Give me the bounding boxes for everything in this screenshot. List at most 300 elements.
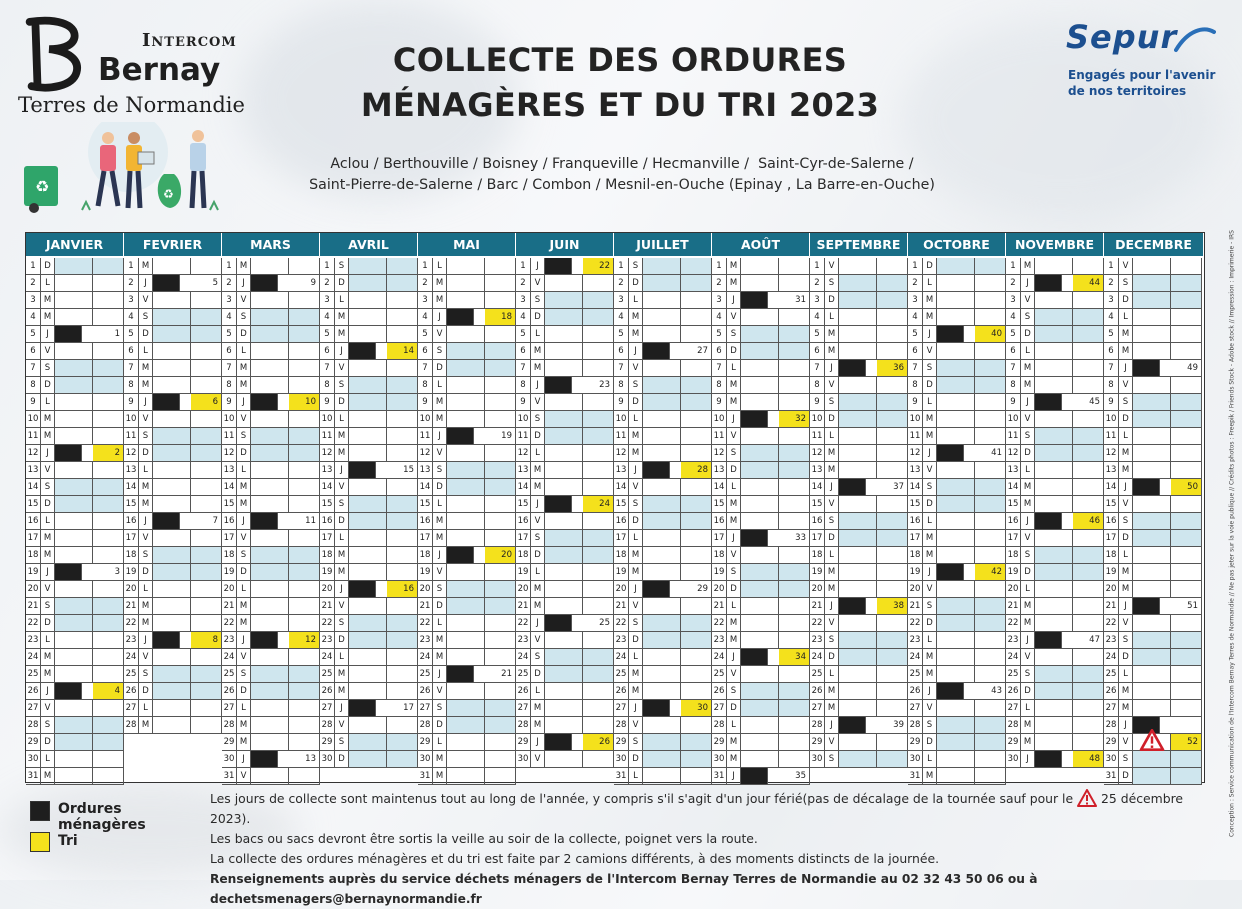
ordures-cell — [937, 717, 975, 733]
day-number: 30 — [418, 751, 433, 767]
weekday-letter: J — [237, 751, 251, 767]
warning-icon — [1077, 789, 1097, 807]
ordures-cell — [643, 411, 681, 427]
tri-cell — [485, 530, 516, 546]
tri-cell — [779, 258, 810, 274]
day-row — [320, 564, 418, 581]
weekday-letter: J — [237, 513, 251, 529]
tri-cell — [583, 615, 614, 631]
day-number: 27 — [320, 700, 335, 716]
month-octobre — [908, 233, 1006, 782]
ordures-cell — [741, 615, 779, 631]
day-row — [222, 445, 320, 462]
tri-cell — [1171, 496, 1202, 512]
day-number: 9 — [516, 394, 531, 410]
tri-cell — [877, 513, 908, 529]
weekday-letter: V — [139, 411, 153, 427]
tri-cell — [93, 666, 124, 682]
day-number: 11 — [418, 428, 433, 444]
weekday-letter: M — [335, 683, 349, 699]
day-row — [124, 309, 222, 326]
day-number: 8 — [124, 377, 139, 393]
day-number: 8 — [712, 377, 727, 393]
ordures-cell — [349, 649, 387, 665]
weekday-letter: L — [531, 445, 545, 461]
weekday-letter: M — [41, 649, 55, 665]
tri-cell — [779, 683, 810, 699]
tri-cell — [485, 462, 516, 478]
day-row — [418, 513, 516, 530]
day-number: 14 — [1006, 479, 1021, 495]
day-row — [1006, 496, 1104, 513]
day-number: 13 — [516, 462, 531, 478]
day-number: 2 — [614, 275, 629, 291]
tri-cell — [93, 564, 124, 580]
ordures-cell — [55, 496, 93, 512]
day-row — [1104, 615, 1202, 632]
tri-cell — [779, 530, 810, 546]
tri-cell — [93, 394, 124, 410]
day-row — [712, 615, 810, 632]
weekday-letter: S — [139, 309, 153, 325]
tri-cell — [191, 275, 222, 291]
weekday-letter: M — [433, 411, 447, 427]
weekday-letter: M — [41, 309, 55, 325]
ordures-cell — [251, 564, 289, 580]
day-row — [124, 411, 222, 428]
tri-cell — [387, 428, 418, 444]
legend — [30, 796, 205, 866]
tri-cell — [681, 632, 712, 648]
tri-cell — [583, 598, 614, 614]
tri-cell — [681, 292, 712, 308]
day-row — [516, 292, 614, 309]
weekday-letter: J — [1021, 513, 1035, 529]
ordures-cell — [741, 360, 779, 376]
day-number: 5 — [320, 326, 335, 342]
day-row — [222, 496, 320, 513]
tri-cell — [779, 394, 810, 410]
tri-cell — [387, 666, 418, 682]
ordures-cell — [251, 411, 289, 427]
tri-cell — [975, 292, 1006, 308]
legend-ordures-swatch — [30, 801, 50, 821]
svg-text:♻: ♻ — [35, 177, 50, 196]
day-number: 12 — [222, 445, 237, 461]
day-number: 29 — [1006, 734, 1021, 750]
weekday-letter: D — [1021, 326, 1035, 342]
weekday-letter: V — [923, 343, 937, 359]
day-number: 17 — [810, 530, 825, 546]
day-number: 10 — [1104, 411, 1119, 427]
weekday-letter: M — [433, 751, 447, 767]
day-row — [810, 275, 908, 292]
tri-cell — [975, 666, 1006, 682]
weekday-letter: L — [433, 258, 447, 274]
tri-cell — [1073, 632, 1104, 648]
day-number: 15 — [908, 496, 923, 512]
ordures-cell — [447, 564, 485, 580]
ordures-cell — [545, 649, 583, 665]
day-row — [810, 343, 908, 360]
weekday-letter: M — [923, 292, 937, 308]
tri-cell — [877, 683, 908, 699]
ordures-cell — [741, 734, 779, 750]
month-header: JUIN — [516, 233, 614, 256]
day-row — [614, 615, 712, 632]
day-row — [222, 326, 320, 343]
tri-cell — [289, 615, 320, 631]
ordures-cell — [839, 632, 877, 648]
weekday-letter: V — [727, 547, 741, 563]
tri-cell: 44 — [1073, 275, 1104, 291]
ordures-cell — [55, 394, 93, 410]
weekday-letter: V — [825, 615, 839, 631]
weekday-letter: M — [433, 292, 447, 308]
tri-cell — [191, 683, 222, 699]
day-number: 8 — [1006, 377, 1021, 393]
ordures-cell — [839, 326, 877, 342]
ordures-cell — [1035, 581, 1073, 597]
tri-cell — [877, 275, 908, 291]
weekday-letter: M — [923, 649, 937, 665]
day-row — [320, 479, 418, 496]
day-row — [712, 700, 810, 717]
day-row — [124, 547, 222, 564]
day-number: 24 — [810, 649, 825, 665]
day-row — [810, 258, 908, 275]
ordures-cell — [545, 411, 583, 427]
day-number: 9 — [908, 394, 923, 410]
day-number: 1 — [418, 258, 433, 274]
day-row — [418, 632, 516, 649]
day-number: 28 — [222, 717, 237, 733]
ordures-cell — [55, 309, 93, 325]
ordures-cell — [55, 632, 93, 648]
ordures-cell — [153, 700, 191, 716]
month-avril — [320, 233, 418, 782]
tri-cell — [289, 326, 320, 342]
day-row — [26, 326, 124, 343]
day-row — [1104, 530, 1202, 547]
day-row — [712, 513, 810, 530]
weekday-letter: S — [237, 309, 251, 325]
week-number: 45 — [1062, 394, 1104, 410]
day-row — [712, 717, 810, 734]
day-row — [222, 547, 320, 564]
day-row — [1104, 411, 1202, 428]
day-number: 22 — [124, 615, 139, 631]
weekday-letter: D — [237, 326, 251, 342]
ordures-cell — [447, 581, 485, 597]
weekday-letter: S — [237, 428, 251, 444]
ordures-cell — [55, 768, 93, 784]
day-row — [712, 683, 810, 700]
weekday-letter: M — [825, 581, 839, 597]
ordures-cell — [55, 547, 93, 563]
weekday-letter: J — [531, 734, 545, 750]
day-number: 16 — [712, 513, 727, 529]
tri-cell — [975, 598, 1006, 614]
day-number: 25 — [1006, 666, 1021, 682]
ordures-cell — [447, 496, 485, 512]
weekday-letter: J — [727, 768, 741, 784]
tri-cell — [1073, 700, 1104, 716]
tri-cell — [779, 462, 810, 478]
weekday-letter: M — [1119, 326, 1133, 342]
ordures-cell — [1133, 394, 1171, 410]
day-row — [908, 751, 1006, 768]
day-row — [810, 581, 908, 598]
ordures-cell — [643, 258, 681, 274]
day-number: 1 — [516, 258, 531, 274]
ordures-cell — [937, 513, 975, 529]
day-row — [516, 734, 614, 751]
day-row — [320, 377, 418, 394]
ordures-cell — [349, 734, 387, 750]
day-number: 11 — [810, 428, 825, 444]
weekday-letter: M — [923, 309, 937, 325]
tri-cell — [289, 717, 320, 733]
day-row — [810, 598, 908, 615]
ordures-cell — [251, 360, 289, 376]
weekday-letter: M — [139, 598, 153, 614]
weekday-letter: M — [139, 360, 153, 376]
day-row — [516, 683, 614, 700]
ordures-cell — [741, 513, 779, 529]
tri-cell — [387, 326, 418, 342]
day-number: 13 — [810, 462, 825, 478]
ordures-cell — [447, 683, 485, 699]
day-number: 26 — [614, 683, 629, 699]
ordures-cell — [839, 683, 877, 699]
ordures-cell — [349, 462, 376, 478]
day-number: 17 — [320, 530, 335, 546]
ordures-cell — [643, 581, 670, 597]
tri-cell — [779, 598, 810, 614]
day-row — [418, 530, 516, 547]
weekday-letter: M — [433, 632, 447, 648]
tri-cell — [877, 615, 908, 631]
ordures-cell — [937, 666, 975, 682]
day-row — [320, 751, 418, 768]
day-number: 21 — [516, 598, 531, 614]
weekday-letter: M — [531, 479, 545, 495]
week-number: 35 — [768, 768, 810, 784]
tri-cell: 28 — [681, 462, 712, 478]
weekday-letter: J — [923, 564, 937, 580]
weekday-letter: V — [237, 530, 251, 546]
weekday-letter: L — [433, 615, 447, 631]
day-row — [124, 360, 222, 377]
ordures-cell — [643, 360, 681, 376]
tri-cell — [1073, 581, 1104, 597]
logo-terres-text: Terres de Normandie — [18, 93, 245, 117]
ordures-cell — [153, 411, 191, 427]
weekday-letter: M — [139, 479, 153, 495]
day-number: 26 — [1104, 683, 1119, 699]
day-row — [320, 717, 418, 734]
day-number: 3 — [320, 292, 335, 308]
day-row — [908, 632, 1006, 649]
day-number: 1 — [222, 258, 237, 274]
ordures-cell — [251, 615, 289, 631]
month-decembre — [1104, 233, 1204, 782]
day-row — [614, 445, 712, 462]
day-number: 10 — [614, 411, 629, 427]
day-number: 3 — [614, 292, 629, 308]
day-row — [908, 666, 1006, 683]
tri-cell — [289, 700, 320, 716]
tri-cell — [387, 751, 418, 767]
weekday-letter: L — [825, 428, 839, 444]
day-number: 31 — [1104, 768, 1119, 784]
tri-cell — [485, 564, 516, 580]
tri-cell — [93, 768, 124, 784]
day-number: 11 — [320, 428, 335, 444]
ordures-cell — [741, 445, 779, 461]
ordures-cell — [153, 564, 191, 580]
weekday-letter: M — [1119, 700, 1133, 716]
ordures-cell — [447, 258, 485, 274]
ordures-cell — [251, 309, 289, 325]
weekday-letter: D — [41, 377, 55, 393]
tri-cell — [485, 360, 516, 376]
weekday-letter: L — [629, 649, 643, 665]
ordures-cell — [1035, 717, 1073, 733]
day-row — [418, 292, 516, 309]
day-row — [614, 581, 712, 598]
tri-cell — [485, 479, 516, 495]
day-row — [418, 377, 516, 394]
ordures-cell — [251, 734, 289, 750]
tri-cell — [289, 377, 320, 393]
day-row — [1104, 377, 1202, 394]
day-number: 31 — [614, 768, 629, 784]
weekday-letter: M — [1021, 615, 1035, 631]
tri-cell — [1073, 598, 1104, 614]
ordures-cell — [1133, 428, 1171, 444]
ordures-cell — [741, 768, 768, 784]
day-row — [1104, 445, 1202, 462]
ordures-cell — [545, 666, 583, 682]
ordures-cell — [251, 326, 289, 342]
day-row — [222, 615, 320, 632]
day-row — [222, 275, 320, 292]
weekday-letter: S — [335, 615, 349, 631]
tri-cell — [681, 377, 712, 393]
day-row — [26, 343, 124, 360]
day-number: 20 — [712, 581, 727, 597]
tri-cell — [1073, 411, 1104, 427]
ordures-cell — [1035, 462, 1073, 478]
tri-cell — [289, 292, 320, 308]
tri-cell — [1171, 751, 1202, 767]
day-number: 26 — [418, 683, 433, 699]
weekday-letter: J — [433, 547, 447, 563]
tri-cell — [191, 360, 222, 376]
day-row — [712, 275, 810, 292]
tri-cell — [485, 649, 516, 665]
tri-cell: 40 — [975, 326, 1006, 342]
weekday-letter: J — [923, 326, 937, 342]
day-number: 20 — [614, 581, 629, 597]
ordures-cell — [1133, 309, 1171, 325]
tri-cell: 12 — [289, 632, 320, 648]
day-number: 16 — [26, 513, 41, 529]
day-number: 20 — [418, 581, 433, 597]
ordures-cell — [839, 394, 877, 410]
tri-cell — [975, 343, 1006, 359]
day-number: 21 — [614, 598, 629, 614]
day-number: 18 — [810, 547, 825, 563]
tri-cell — [93, 462, 124, 478]
day-number: 4 — [614, 309, 629, 325]
weekday-letter: M — [923, 428, 937, 444]
tri-cell — [779, 564, 810, 580]
tri-cell — [485, 275, 516, 291]
day-number: 20 — [810, 581, 825, 597]
tri-cell — [681, 734, 712, 750]
tri-cell — [93, 326, 124, 342]
day-number: 2 — [516, 275, 531, 291]
day-row — [614, 530, 712, 547]
day-row — [614, 258, 712, 275]
weekday-letter: L — [237, 343, 251, 359]
tri-cell — [191, 547, 222, 563]
tri-cell — [485, 513, 516, 529]
tri-cell — [1171, 530, 1202, 546]
ordures-cell — [1133, 615, 1171, 631]
tri-cell — [289, 411, 320, 427]
tri-cell — [387, 479, 418, 495]
weekday-letter: J — [139, 632, 153, 648]
day-row — [712, 547, 810, 564]
ordures-cell — [741, 632, 779, 648]
weekday-letter: M — [1119, 581, 1133, 597]
weekday-letter: V — [531, 632, 545, 648]
day-number: 14 — [124, 479, 139, 495]
day-number: 20 — [320, 581, 335, 597]
tri-cell — [975, 751, 1006, 767]
day-row — [516, 530, 614, 547]
weekday-letter: J — [923, 445, 937, 461]
day-row — [320, 309, 418, 326]
ordures-cell — [251, 428, 289, 444]
weekday-letter: L — [335, 411, 349, 427]
day-row — [908, 394, 1006, 411]
weekday-letter: V — [41, 343, 55, 359]
ordures-cell — [643, 751, 681, 767]
tri-cell — [975, 411, 1006, 427]
weekday-letter: M — [1021, 734, 1035, 750]
day-row — [320, 343, 418, 360]
week-number: 43 — [964, 683, 1006, 699]
day-number: 17 — [418, 530, 433, 546]
tri-cell — [387, 615, 418, 631]
ordures-cell — [643, 343, 670, 359]
weekday-letter: J — [825, 360, 839, 376]
tri-cell — [1073, 377, 1104, 393]
day-number: 23 — [222, 632, 237, 648]
weekday-letter: J — [335, 581, 349, 597]
tri-cell — [387, 360, 418, 376]
day-row — [124, 666, 222, 683]
tri-cell — [93, 411, 124, 427]
day-number: 30 — [222, 751, 237, 767]
weekday-letter: S — [629, 734, 643, 750]
ordures-cell — [643, 513, 681, 529]
